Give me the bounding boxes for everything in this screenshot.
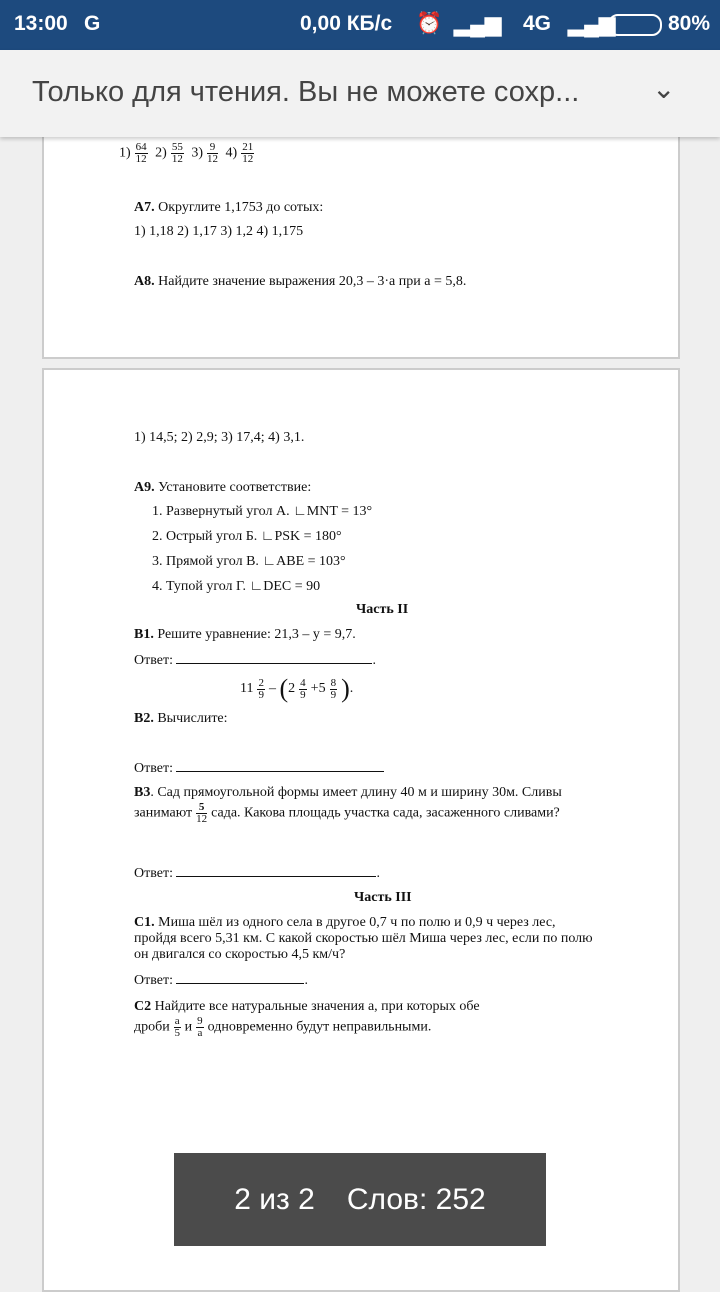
question-b1: В1. Решите уравнение: 21,3 – y = 9,7. (134, 627, 356, 642)
b2-expression: 11 $\frac{2}{9} - (2$ $\frac{4}{9} +5$ $\frac{8}{9}$ ). (240, 674, 354, 703)
read-only-banner[interactable] (0, 50, 720, 137)
answer-line-b1: Ответ: . (134, 653, 376, 668)
question-b3-cont: занимают $\frac{5}{12}$ сада. Какова площадь участка сада, засаженного сливами? (134, 801, 560, 825)
answer-line-c1: Ответ: . (134, 973, 308, 988)
question-c1: С1. Миша шёл из одного села в другое 0,7 ч по полю и 0,9 ч через лес, пройдя всего 5,31 км. С какой скоростью шёл Миша через лес, если по полю он двигался со скоростью 4,5 км/ч? (134, 915, 593, 962)
page-counter: 2 из 2 (234, 1183, 315, 1216)
clock: 13:00 (14, 12, 68, 35)
question-b2: В2. Вычислите: (134, 711, 228, 726)
question-c2-cont: дроби $\frac{a}{5}$ и $\frac{9}{a}$ одновременно будут неправильными. (134, 1015, 432, 1039)
answer-line-b3: Ответ: . (134, 866, 380, 881)
a6-options: 1) $\frac{64}{12} 2$) $\frac{55}{12} 3$) $\frac{9}{12} 4$) $\frac{21}{12}$ (119, 141, 254, 165)
question-a7: А7. Округлите 1,1753 до сотых: (134, 200, 324, 215)
a9-item: 1. Развернутый угол А. ∟MNT = 13° (152, 504, 373, 519)
a9-item: 3. Прямой угол В. ∟ABE = 103° (152, 554, 346, 569)
a8-options: 1) 14,5; 2) 2,9; 3) 17,4; 4) 3,1. (134, 430, 305, 445)
battery-icon (608, 14, 662, 36)
google-icon: G (84, 12, 101, 35)
question-a9: А9. Установите соответствие: (134, 480, 312, 495)
question-c2: С2 Найдите все натуральные значения a, при которых обе (134, 999, 480, 1014)
battery-level: 80% (668, 12, 711, 35)
network-type: 4G (523, 12, 552, 35)
signal-icon-2: ▂▄▆ (568, 13, 616, 36)
section-heading: Часть II (356, 602, 409, 617)
alarm-icon: ⏰ (416, 12, 443, 35)
signal-icon: ▂▄▆ (454, 13, 502, 36)
network-speed: 0,00 КБ/с (300, 12, 393, 35)
word-count: Слов: 252 (346, 1183, 486, 1216)
page-word-count-toast (174, 1153, 546, 1246)
banner-text: Только для чтения. Вы не можете сохр... (32, 76, 580, 108)
answer-line-b2: Ответ: (134, 761, 384, 777)
a7-options: 1) 1,18 2) 1,17 3) 1,2 4) 1,175 (134, 224, 304, 239)
section-heading: Часть III (354, 890, 412, 905)
chevron-down-icon[interactable]: ⌄ (652, 73, 676, 104)
a9-item: 4. Тупой угол Г. ∟DEC = 90 (152, 579, 321, 594)
a9-item: 2. Острый угол Б. ∟PSK = 180° (152, 529, 342, 544)
document-page-1 (42, 100, 680, 359)
question-b3: В3. Сад прямоугольной формы имеет длину 40 м и ширину 30м. Сливы (134, 785, 562, 800)
question-a8: А8. Найдите значение выражения 20,3 – 3·a при a = 5,8. (134, 274, 467, 289)
status-bar (0, 0, 720, 50)
